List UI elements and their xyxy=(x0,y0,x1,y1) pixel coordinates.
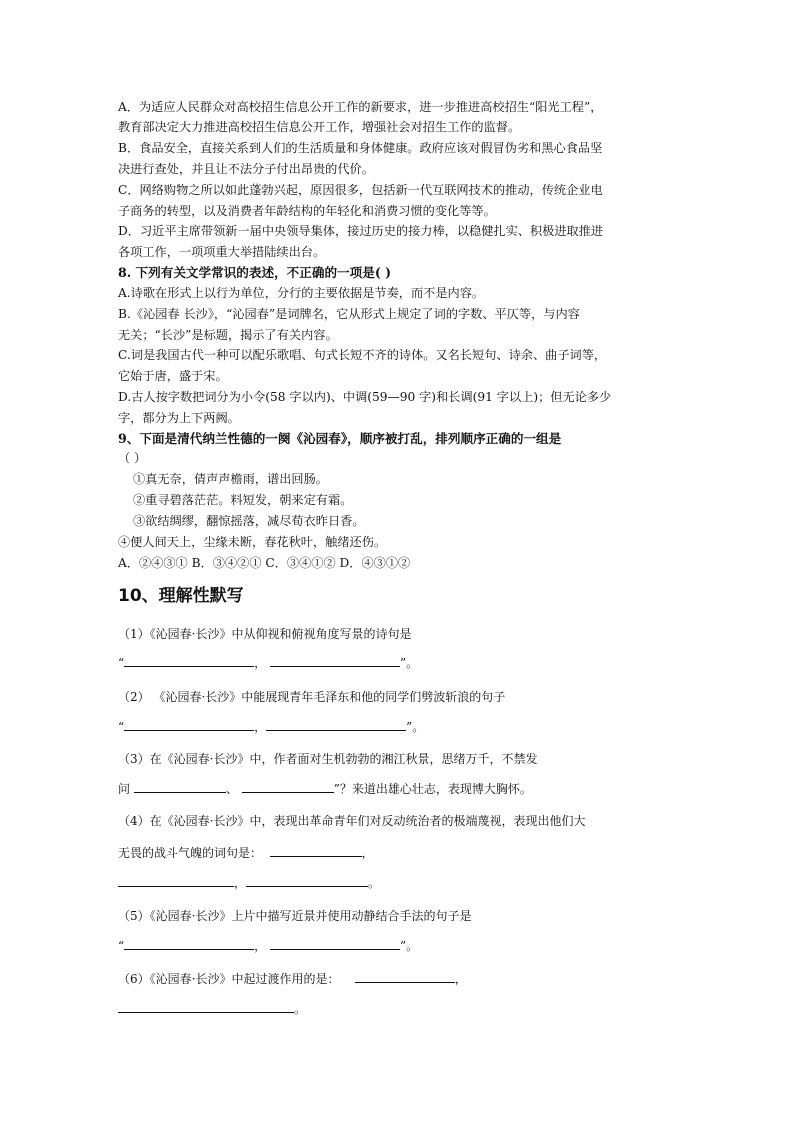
answer-blank-2b[interactable] xyxy=(266,718,406,731)
q8-option-b-line2: 无关；“长沙”是标题，揭示了有关内容。 xyxy=(118,328,338,342)
q7-option-c-line2: 子商务的转型，以及消费者年龄结构的年轻化和消费习惯的变化等等。 xyxy=(118,204,496,218)
q9-stem: 9、下面是清代纳兰性德的一阕《沁园春》，顺序被打乱，排列顺序正确的一组是 xyxy=(118,431,562,446)
q10-prompt-4: （4）在《沁园春·长沙》中，表现出革命青年们对反动统治者的极端蔑视，表现出他们大 xyxy=(118,814,586,828)
q7-option-c-line1: C．网络购物之所以如此蓬勃兴起，原因很多，包括新一代互联网技术的推动，传统企业电 xyxy=(118,183,603,197)
q9-sentence-1: ①真无奈，倩声声檐雨，谱出回肠。 xyxy=(133,472,328,486)
answer-blank-6a[interactable] xyxy=(355,970,455,983)
comma: ， xyxy=(254,656,267,670)
q9-sentence-4: ④便人间天上，尘缘未断，春花秋叶，触绪还伤。 xyxy=(118,535,387,549)
answer-blank-5b[interactable] xyxy=(270,937,400,950)
prefix-text: 问 xyxy=(118,782,131,796)
q10-prompt-4b xyxy=(118,844,718,862)
close-quote: ”。 xyxy=(399,656,419,670)
q7-option-a-line1: A．为适应人民群众对高校招生信息公开工作的新要求，进一步推进高校招生“阳光工程”， xyxy=(118,100,603,114)
period: 。 xyxy=(368,876,381,890)
q10-prompt-2: （2） 《沁园春·长沙》中能展现青年毛泽东和他的同学们劈波斩浪的句子 xyxy=(118,690,506,704)
close-quote: ”。 xyxy=(399,939,419,953)
q8-option-d-line2: 字，都分为上下两阙。 xyxy=(118,411,240,425)
q7-option-b-line1: B．食品安全，直接关系到人们的生活质量和身体健康。政府应该对假冒伪劣和黑心食品坚 xyxy=(118,141,603,155)
q8-option-b-line1: B.《沁园春 长沙》，“沁园春”是词牌名，它从形式上规定了词的字数、平仄等，与内容 xyxy=(118,307,580,321)
q10-answer-3 xyxy=(118,780,718,798)
q10-answer-5 xyxy=(118,937,718,955)
suffix-text: ”？来道出雄心壮志，表现博大胸怀。 xyxy=(333,782,532,796)
q8-stem: 8. 下列有关文学常识的表述，不正确的一项是( ) xyxy=(118,265,392,280)
answer-blank-2a[interactable] xyxy=(124,718,254,731)
answer-blank-5a[interactable] xyxy=(124,937,254,950)
comma: ， xyxy=(454,972,467,986)
answer-blank-1a[interactable] xyxy=(124,654,254,667)
q10-prompt-3: （3）在《沁园春·长沙》中，作者面对生机勃勃的湘江秋景，思绪万千，不禁发 xyxy=(118,752,538,766)
answer-blank-4b[interactable] xyxy=(118,874,234,887)
answer-blank-6b[interactable] xyxy=(118,1000,294,1013)
open-quote: “ xyxy=(118,720,125,734)
open-quote: “ xyxy=(118,939,125,953)
q8-option-c-line1: C.词是我国古代一种可以配乐歌唱、句式长短不齐的诗体。又名长短句、诗余、曲子词等， xyxy=(118,348,607,362)
comma: ， xyxy=(361,846,374,860)
close-quote: ”。 xyxy=(406,720,425,734)
comma: ， xyxy=(254,720,267,734)
comma: ， xyxy=(254,939,267,953)
answer-blank-3b[interactable] xyxy=(242,780,334,793)
q8-option-c-line2: 它始于唐，盛于宋。 xyxy=(118,369,228,383)
q10-title: 10、理解性默写 xyxy=(118,586,244,606)
q8-option-d-line1: D.古人按字数把词分为小令(58 字以内)、中调(59—90 字)和长调(91 字以上)；但无论多少 xyxy=(118,390,612,404)
answer-blank-4c[interactable] xyxy=(246,874,368,887)
q9-answer-paren: （ ） xyxy=(118,451,147,465)
answer-blank-4a[interactable] xyxy=(270,844,362,857)
prompt-4b-text: 无畏的战斗气魄的词句是： xyxy=(118,846,263,860)
q10-answer-2 xyxy=(118,718,718,736)
answer-blank-1b[interactable] xyxy=(270,654,400,667)
q7-option-b-line2: 决进行查处，并且让不法分子付出昂贵的代价。 xyxy=(118,162,374,176)
period: 。 xyxy=(294,1002,307,1016)
q9-sentence-2: ②重寻碧落茫茫。料短发，朝来定有霜。 xyxy=(133,493,353,507)
separator: 、 xyxy=(225,782,238,796)
q10-prompt-6 xyxy=(118,970,718,988)
open-quote: “ xyxy=(118,656,125,670)
q7-option-d-line2: 各项工作，一项项重大举措陆续出台。 xyxy=(118,245,326,259)
q10-answer-4 xyxy=(118,874,718,892)
q10-prompt-1: （1）《沁园春·长沙》中从仰视和俯视角度写景的诗句是 xyxy=(118,627,412,641)
comma: ， xyxy=(234,876,247,890)
answer-blank-3a[interactable] xyxy=(134,780,226,793)
prompt-6-text: （6）《沁园春·长沙》中起过渡作用的是： xyxy=(118,972,340,986)
q9-sentence-3: ③欲结绸缪，翻惊摇落，减尽荀衣昨日香。 xyxy=(133,514,365,528)
q10-prompt-5: （5）《沁园春·长沙》上片中描写近景并使用动静结合手法的句子是 xyxy=(118,909,472,923)
q7-option-d-line1: D．习近平主席带领新一届中央领导集体，接过历史的接力棒，以稳健扎实、积极进取推进 xyxy=(118,224,604,238)
q9-choices: A．②④③① B．③④②① C．③④①② D．④③①② xyxy=(118,556,411,570)
q8-option-a: A.诗歌在形式上以行为单位，分行的主要依据是节奏，而不是内容。 xyxy=(118,286,485,300)
q10-answer-6 xyxy=(118,1000,718,1018)
q7-option-a-line2: 教育部决定大力推进高校招生信息公开工作，增强社会对招生工作的监督。 xyxy=(118,120,521,134)
q10-answer-1 xyxy=(118,654,718,672)
